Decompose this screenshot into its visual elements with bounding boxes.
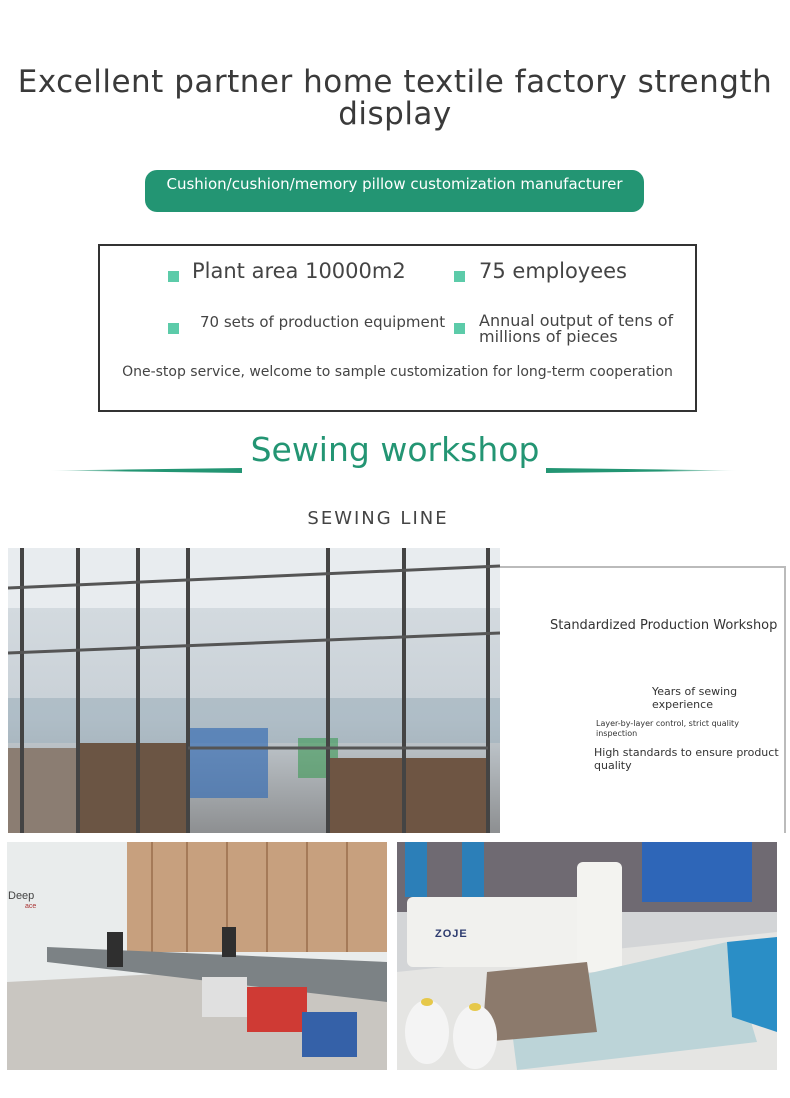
bullet-icon <box>454 323 465 334</box>
watermark-line-2: ace <box>25 903 37 910</box>
workshop-features-panel <box>500 566 786 833</box>
workshop-glass-photo <box>8 548 500 833</box>
page-title-line-1: Excellent partner home textile factory strength <box>17 64 773 100</box>
bullet-icon <box>454 271 465 282</box>
plant-area-text: Plant area 10000m2 <box>192 259 406 283</box>
section-subtitle: SEWING LINE <box>307 508 449 529</box>
divider-right <box>546 468 738 473</box>
machine-brand-label: ZOJE <box>435 928 468 940</box>
feature-sewing-experience: Years of sewing experience <box>652 685 738 711</box>
panel-heading: Standardized Production Workshop <box>550 618 778 633</box>
bullet-icon <box>168 323 179 334</box>
feature-quality-inspection: Layer-by-layer control, strict quality inspection <box>596 719 739 738</box>
divider-left <box>48 468 242 473</box>
feature-high-standards: High standards to ensure product quality <box>594 746 779 772</box>
factory-info-box <box>98 244 697 412</box>
section-title: Sewing workshop <box>250 430 540 469</box>
annual-output-text: Annual output of tens of millions of pieces <box>479 311 674 346</box>
bullet-icon <box>168 271 179 282</box>
employees-text: 75 employees <box>479 259 627 283</box>
page-title-line-2: display <box>338 96 452 132</box>
sewing-machine-photo <box>397 842 777 1070</box>
watermark-line-1: Deep <box>8 890 35 902</box>
cutting-room-photo <box>7 842 387 1070</box>
service-note: One-stop service, welcome to sample customization for long-term cooperation <box>122 364 673 380</box>
equipment-text: 70 sets of production equipment <box>200 313 446 331</box>
manufacturer-banner: Cushion/cushion/memory pillow customization manufacturer <box>145 170 644 212</box>
page-title <box>0 66 790 130</box>
